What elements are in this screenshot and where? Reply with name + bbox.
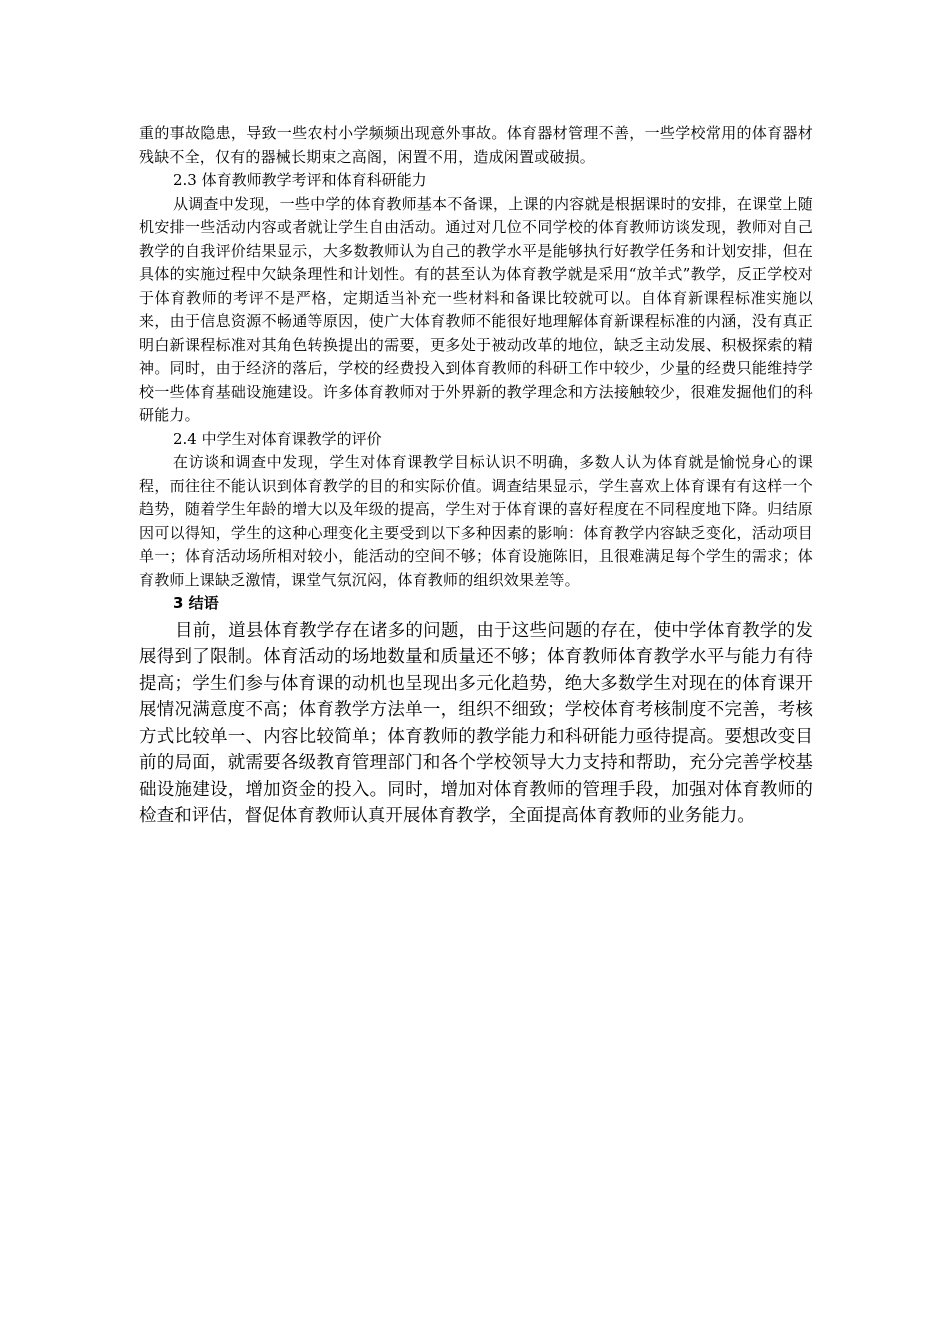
section-2-4-body: 在访谈和调查中发现，学生对体育课教学目标认识不明确，多数人认为体育就是愉悦身心的课程，而往往不能认识到体育教学的目的和实际价值。调查结果显示，学生喜欢上体育课有有这样一个趋势，随着学生年龄的增大以及年级的提高，学生对于体育课的喜好程度在不同程度地下降。归结原因可以得知，学生的这种心理变化主要受到以下多种因素的影响：体育教学内容缺乏变化，活动项目单一；体育活动场所相对较小，能活动的空间不够；体育设施陈旧，且很难满足每个学生的需求；体育教师上课缺乏激情，课堂气氛沉闷，体育教师的组织效果差等。 — [139, 453, 813, 589]
section-2-3-title: 2.3 体育教师教学考评和体育科研能力 — [173, 171, 427, 189]
section-2-3-body: 从调查中发现，一些中学的体育教师基本不备课，上课的内容就是根据课时的安排，在课堂上随机安排一些活动内容或者就让学生自由活动。通过对几位不同学校的体育教师访谈发现，教师对自己教学的自我评价结果显示，大多数教师认为自己的教学水平是能够执行好教学任务和计划安排，但在具体的实施过程中欠缺条理性和计划性。有的甚至认为体育教学就是采用“放羊式”教学，反正学校对于体育教师的考评不是严格，定期适当补充一些材料和备课比较就可以。自体育新课程标准实施以来，由于信息资源不畅通等原因，使广大体育教师不能很好地理解体育新课程标准的内涵，没有真正明白新课程标准对其角色转换提出的需要，更多处于被动改革的地位，缺乏主动发展、积极探索的精神。同时，由于经济的落后，学校的经费投入到体育教师的科研工作中较少，少量的经费只能维持学校一些体育基础设施建设。许多体育教师对于外界新的教学理念和方法接触较少，很难发掘他们的科研能力。 — [139, 194, 813, 424]
section-3-body: 目前，道县体育教学存在诸多的问题，由于这些问题的存在，使中学体育教学的发展得到了限制。体育活动的场地数量和质量还不够；体育教师体育教学水平与能力有待提高；学生们参与体育课的动机也呈现出多元化趋势，绝大多数学生对现在的体育课开展情况满意度不高；体育教学方法单一，组织不细致；学校体育考核制度不完善，考核方式比较单一、内容比较简单；体育教师的教学能力和科研能力亟待提高。要想改变目前的局面，就需要各级教育管理部门和各个学校领导大力支持和帮助，充分完善学校基础设施建设，增加资金的投入。同时，增加对体育教师的管理手段，加强对体育教师的检查和评估，督促体育教师认真开展体育教学，全面提高体育教师的业务能力。 — [139, 620, 813, 826]
section-2-4-title: 2.4 中学生对体育课教学的评价 — [173, 429, 382, 448]
document-body — [139, 122, 813, 830]
section-3-title: 3 结语 — [173, 594, 219, 612]
paragraph-intro: 重的事故隐患，导致一些农村小学频频出现意外事故。体育器材管理不善，一些学校常用的体育器材残缺不全，仅有的器械长期束之高阁，闲置不用，造成闲置或破损。 — [139, 124, 813, 166]
